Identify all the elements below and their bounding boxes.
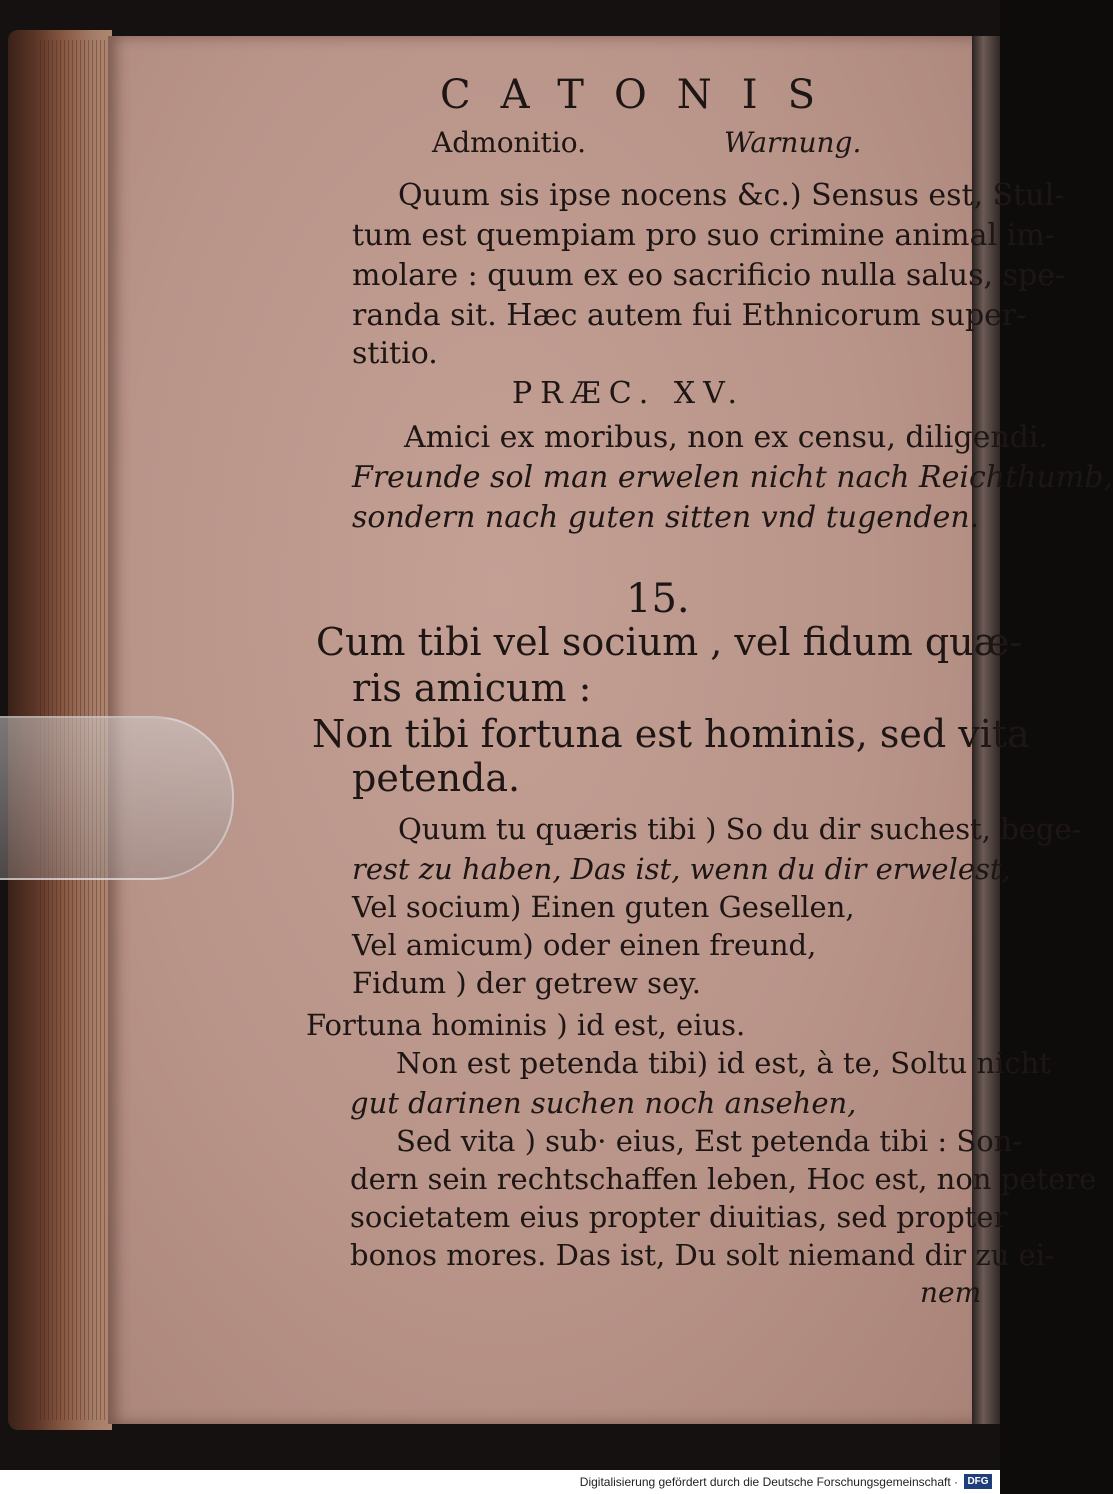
- text-line: Non est petenda tibi) id est, à te, Soltu nicht: [396, 1046, 1051, 1080]
- marginal-left: Admonitio.: [432, 126, 587, 159]
- dfg-logo: DFG: [964, 1474, 992, 1489]
- text-line: Vel socium) Einen guten Gesellen,: [352, 890, 855, 924]
- running-head: CATONIS: [440, 72, 845, 118]
- text-line: tum est quempiam pro suo crimine animal im-: [352, 218, 1055, 253]
- text-line: Sed vita ) sub· eius, Est petenda tibi : Son-: [396, 1124, 1023, 1158]
- section-heading: PRÆC. XV.: [512, 376, 746, 411]
- footer-bar: [0, 1470, 1000, 1494]
- text-line: Freunde sol man erwelen nicht nach Reichthumb,: [352, 460, 1113, 495]
- text-line: Fortuna hominis ) id est, eius.: [306, 1008, 746, 1042]
- text-line: Quum sis ipse nocens &c.) Sensus est, Stul-: [398, 178, 1065, 213]
- verse-line: Non tibi fortuna est hominis, sed vita: [312, 712, 1030, 756]
- text-line: randa sit. Hæc autem fui Ethnicorum super-: [352, 298, 1027, 333]
- text-line: stitio.: [352, 336, 438, 371]
- text-line: molare : quum ex eo sacrificio nulla salus, spe-: [352, 258, 1066, 293]
- marginal-right: Warnung.: [724, 126, 862, 159]
- verse-line: petenda.: [352, 756, 521, 800]
- catchword: nem: [920, 1276, 982, 1309]
- text-line: gut darinen suchen noch ansehen,: [350, 1086, 857, 1120]
- text-line: Fidum ) der getrew sey.: [352, 966, 701, 1000]
- text-line: Quum tu quæris tibi ) So du dir suchest, bege-: [398, 812, 1082, 846]
- text-line: dern sein rechtschaffen leben, Hoc est, non petere: [350, 1162, 1097, 1196]
- text-line: bonos mores. Das ist, Du solt niemand dir zu ei-: [350, 1238, 1055, 1272]
- text-line: societatem eius propter diuitias, sed propter: [350, 1200, 1008, 1234]
- text-line: rest zu haben, Das ist, wenn du dir erwelest,: [352, 852, 1011, 886]
- verse-line: Cum tibi vel socium , vel fidum quæ-: [316, 620, 1023, 664]
- text-line: Vel amicum) oder einen freund,: [352, 928, 817, 962]
- text-line: Amici ex moribus, non ex censu, diligendi.: [404, 420, 1049, 455]
- text-line: sondern nach guten sitten vnd tugenden.: [352, 500, 980, 535]
- verse-number: 15.: [626, 576, 690, 622]
- verse-line: ris amicum :: [352, 666, 592, 710]
- funding-credit: Digitalisierung gefördert durch die Deutsche Forschungsgemeinschaft ·: [579, 1475, 958, 1489]
